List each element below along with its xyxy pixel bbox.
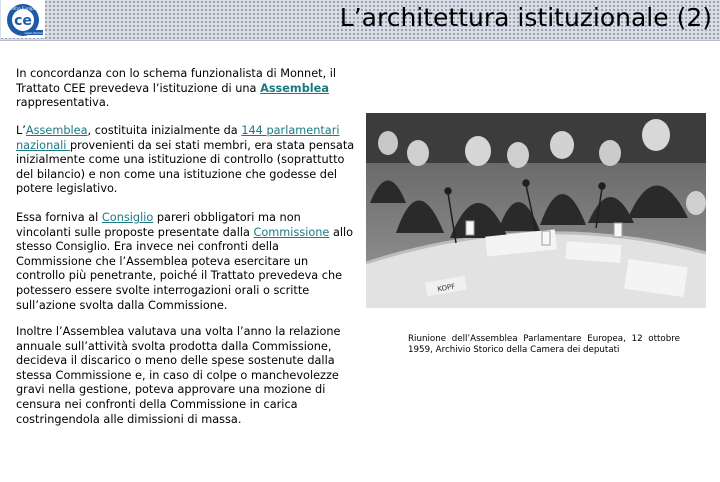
header-band xyxy=(0,0,720,41)
page-title: L’architettura istituzionale (2) xyxy=(339,3,712,32)
link-assemblea-2[interactable]: Assemblea xyxy=(25,124,88,137)
paragraph-intro: In concordanza con lo schema funzionalista di Monnet, il Trattato CEE prevedeva l’istituzione di una Assemblea rappresentativa. xyxy=(16,67,337,110)
meeting-photo xyxy=(366,113,706,308)
link-assemblea[interactable]: Assemblea xyxy=(260,81,329,95)
link-consiglio[interactable]: Consiglio xyxy=(101,211,154,224)
link-parlamentari[interactable]: 144 parlamentari nazionali xyxy=(16,124,340,152)
paragraph-assemblea: L’Assemblea, costituita inizialmente da 144 parlamentari nazionali provenienti da sei stati membri, era stata pensata inizialmente come una istituzione di controllo (soprattutto del bilancio) e non come una istituzione che godesse del potere legislativo. xyxy=(16,124,355,196)
paragraph-pareri: Essa forniva al Consiglio pareri obbligatori ma non vincolanti sulle proposte presentate dalla Commissione allo stesso Consiglio. Era invece nei confronti della Commissione che l’Assemblea poteva esercitare un controllo più penetrante, poiché il Trattato prevedeva che potessero essere svolte interrogazioni orali o scritte sull’azione svolta dalla Commissione. xyxy=(16,211,354,312)
nameplate-text: KOPF xyxy=(436,282,456,294)
svg-text:Lazio Piemonte: Lazio Piemonte xyxy=(24,31,48,35)
photo-caption: Riunione dell’Assemblea Parlamentare Europea, 12 ottobre 1959, Archivio Storico della Camera dei deputati xyxy=(408,334,680,355)
svg-text:Centro Europeo: Centro Europeo xyxy=(7,6,39,11)
ce-logo-icon xyxy=(1,0,48,38)
paragraph-valutazione: Inoltre l’Assemblea valutava una volta l’anno la relazione annuale sull’attività svolta prodotta dalla Commissione, decideva il discarico o meno delle spese sostenute dalla stessa Commissione e, in caso di colpe o manchevolezze gravi nella gestione, poteva approvare una mozione di censura nei confronti della Commissione in carica costringendola alle dimissioni di massa. xyxy=(16,325,341,426)
svg-text:ce: ce xyxy=(14,13,32,29)
link-commissione[interactable]: Commissione xyxy=(253,225,330,239)
